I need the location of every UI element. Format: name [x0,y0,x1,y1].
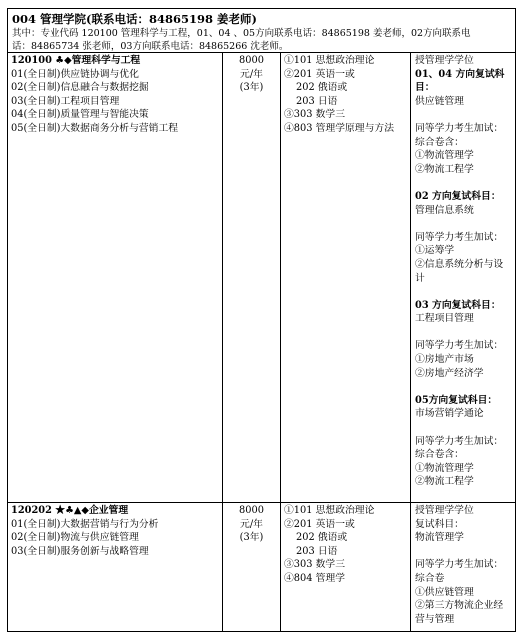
major-title: 120100 ♣◆管理科学与工程 [11,55,141,66]
spacer [415,217,511,231]
note-line: 同等学力考生加试： [415,122,504,134]
spacer [415,545,511,559]
spacer [415,108,511,122]
tuition-cell [223,503,281,631]
exam-subject: ③303 数学三 [284,109,346,121]
note-line: ②第三方物流企业经 [415,600,504,612]
spacer [415,380,511,394]
note-line: 同等学力考生加试： [415,435,504,447]
direction-item: 02(全日制)物流与供应链管理 [11,532,139,544]
note-line: ①供应链管理 [415,586,474,598]
note-line: ②房地产经济学 [415,367,484,379]
note-line: 同等学力考生加试： [415,231,504,243]
note-line: ①物流管理学 [415,462,474,474]
note-line: 综合卷含： [415,449,464,461]
exam-subjects-cell [281,53,411,502]
note-line: 授管理学学位 [415,55,474,66]
exam-subject: ①101 思想政治理论 [284,505,375,516]
major-title: 120202 ★♣▲◆企业管理 [11,505,129,516]
direction-item: 03(全日制)服务创新与战略管理 [11,545,149,557]
spacer [415,285,511,299]
note-line: ①物流管理学 [415,150,474,162]
contact-note-line2: 话：84865734 张老师，03方向联系电话：84865266 沈老师。 [12,41,289,52]
note-heading: 05方向复试科目： [415,394,498,406]
spacer [415,326,511,340]
admissions-table [7,8,516,632]
note-line: 计 [415,272,425,284]
note-line: 同等学力考生加试： [415,340,504,352]
note-line: 物流管理学 [415,532,464,544]
major-directions-cell [8,503,223,631]
note-line: 管理信息系统 [415,204,474,216]
exam-subject: 202 俄语或 [296,82,348,94]
note-line: 综合卷含： [415,136,464,148]
exam-subject: ②201 英语一或 [284,68,355,80]
exam-subject: ④804 管理学 [284,572,346,584]
note-line: 供应链管理 [415,95,464,107]
note-line: 综合卷 [415,572,445,584]
major-directions-cell [8,53,223,502]
direction-item: 02(全日制)信息融合与数据挖掘 [11,82,149,94]
note-heading: 02 方向复试科目： [415,190,501,202]
exam-subjects-cell [281,503,411,631]
major-row-120202 [8,503,515,631]
note-line: ②物流工程学 [415,163,474,175]
school-title: 004 管理学院(联系电话：84865198 姜老师) [12,12,257,26]
note-line: ①房地产市场 [415,354,474,366]
note-heading: 01、04 方向复试科 [415,68,505,80]
note-line: ①运筹学 [415,245,455,257]
tuition-unit: 元/年 [240,68,263,80]
notes-cell [411,53,515,502]
tuition-amount: 8000 [239,505,264,516]
exam-subject: 202 俄语或 [296,532,348,544]
note-line: 授管理学学位 [415,505,474,516]
exam-subject: 203 日语 [296,95,338,107]
tuition-cell [223,53,281,502]
exam-subject: ③303 数学三 [284,559,346,571]
direction-item: 05(全日制)大数据商务分析与营销工程 [11,122,179,134]
note-line: ②信息系统分析与设 [415,258,504,270]
exam-subject: 203 日语 [296,545,338,557]
direction-item: 03(全日制)工程项目管理 [11,95,120,107]
spacer [415,176,511,190]
exam-subject: ②201 英语一或 [284,518,355,530]
note-heading: 03 方向复试科目： [415,299,501,311]
note-line: 市场营销学通论 [415,408,484,420]
exam-subject: ④803 管理学原理与方法 [284,122,394,134]
note-line: 复试科目： [415,518,464,530]
contact-note-line1: 其中：专业代码 120100 管理科学与工程，01、04 、05方向联系电话：84865198 姜老师，02方向联系电 [12,28,471,39]
study-duration: (3年) [239,532,264,544]
note-heading: 目： [415,82,435,94]
direction-item: 04(全日制)质量管理与智能决策 [11,109,149,121]
school-header [8,9,515,53]
tuition-amount: 8000 [239,55,264,66]
major-row-120100 [8,53,515,503]
note-line: 工程项目管理 [415,313,474,325]
note-line: 同等学力考生加试： [415,559,504,571]
spacer [415,421,511,435]
exam-subject: ①101 思想政治理论 [284,55,375,66]
direction-item: 01(全日制)大数据营销与行为分析 [11,518,159,530]
study-duration: (3年) [239,82,264,94]
notes-cell [411,503,515,631]
note-line: 营与管理 [415,613,455,625]
tuition-unit: 元/年 [240,518,263,530]
direction-item: 01(全日制)供应链协调与优化 [11,68,139,80]
note-line: ②物流工程学 [415,476,474,488]
